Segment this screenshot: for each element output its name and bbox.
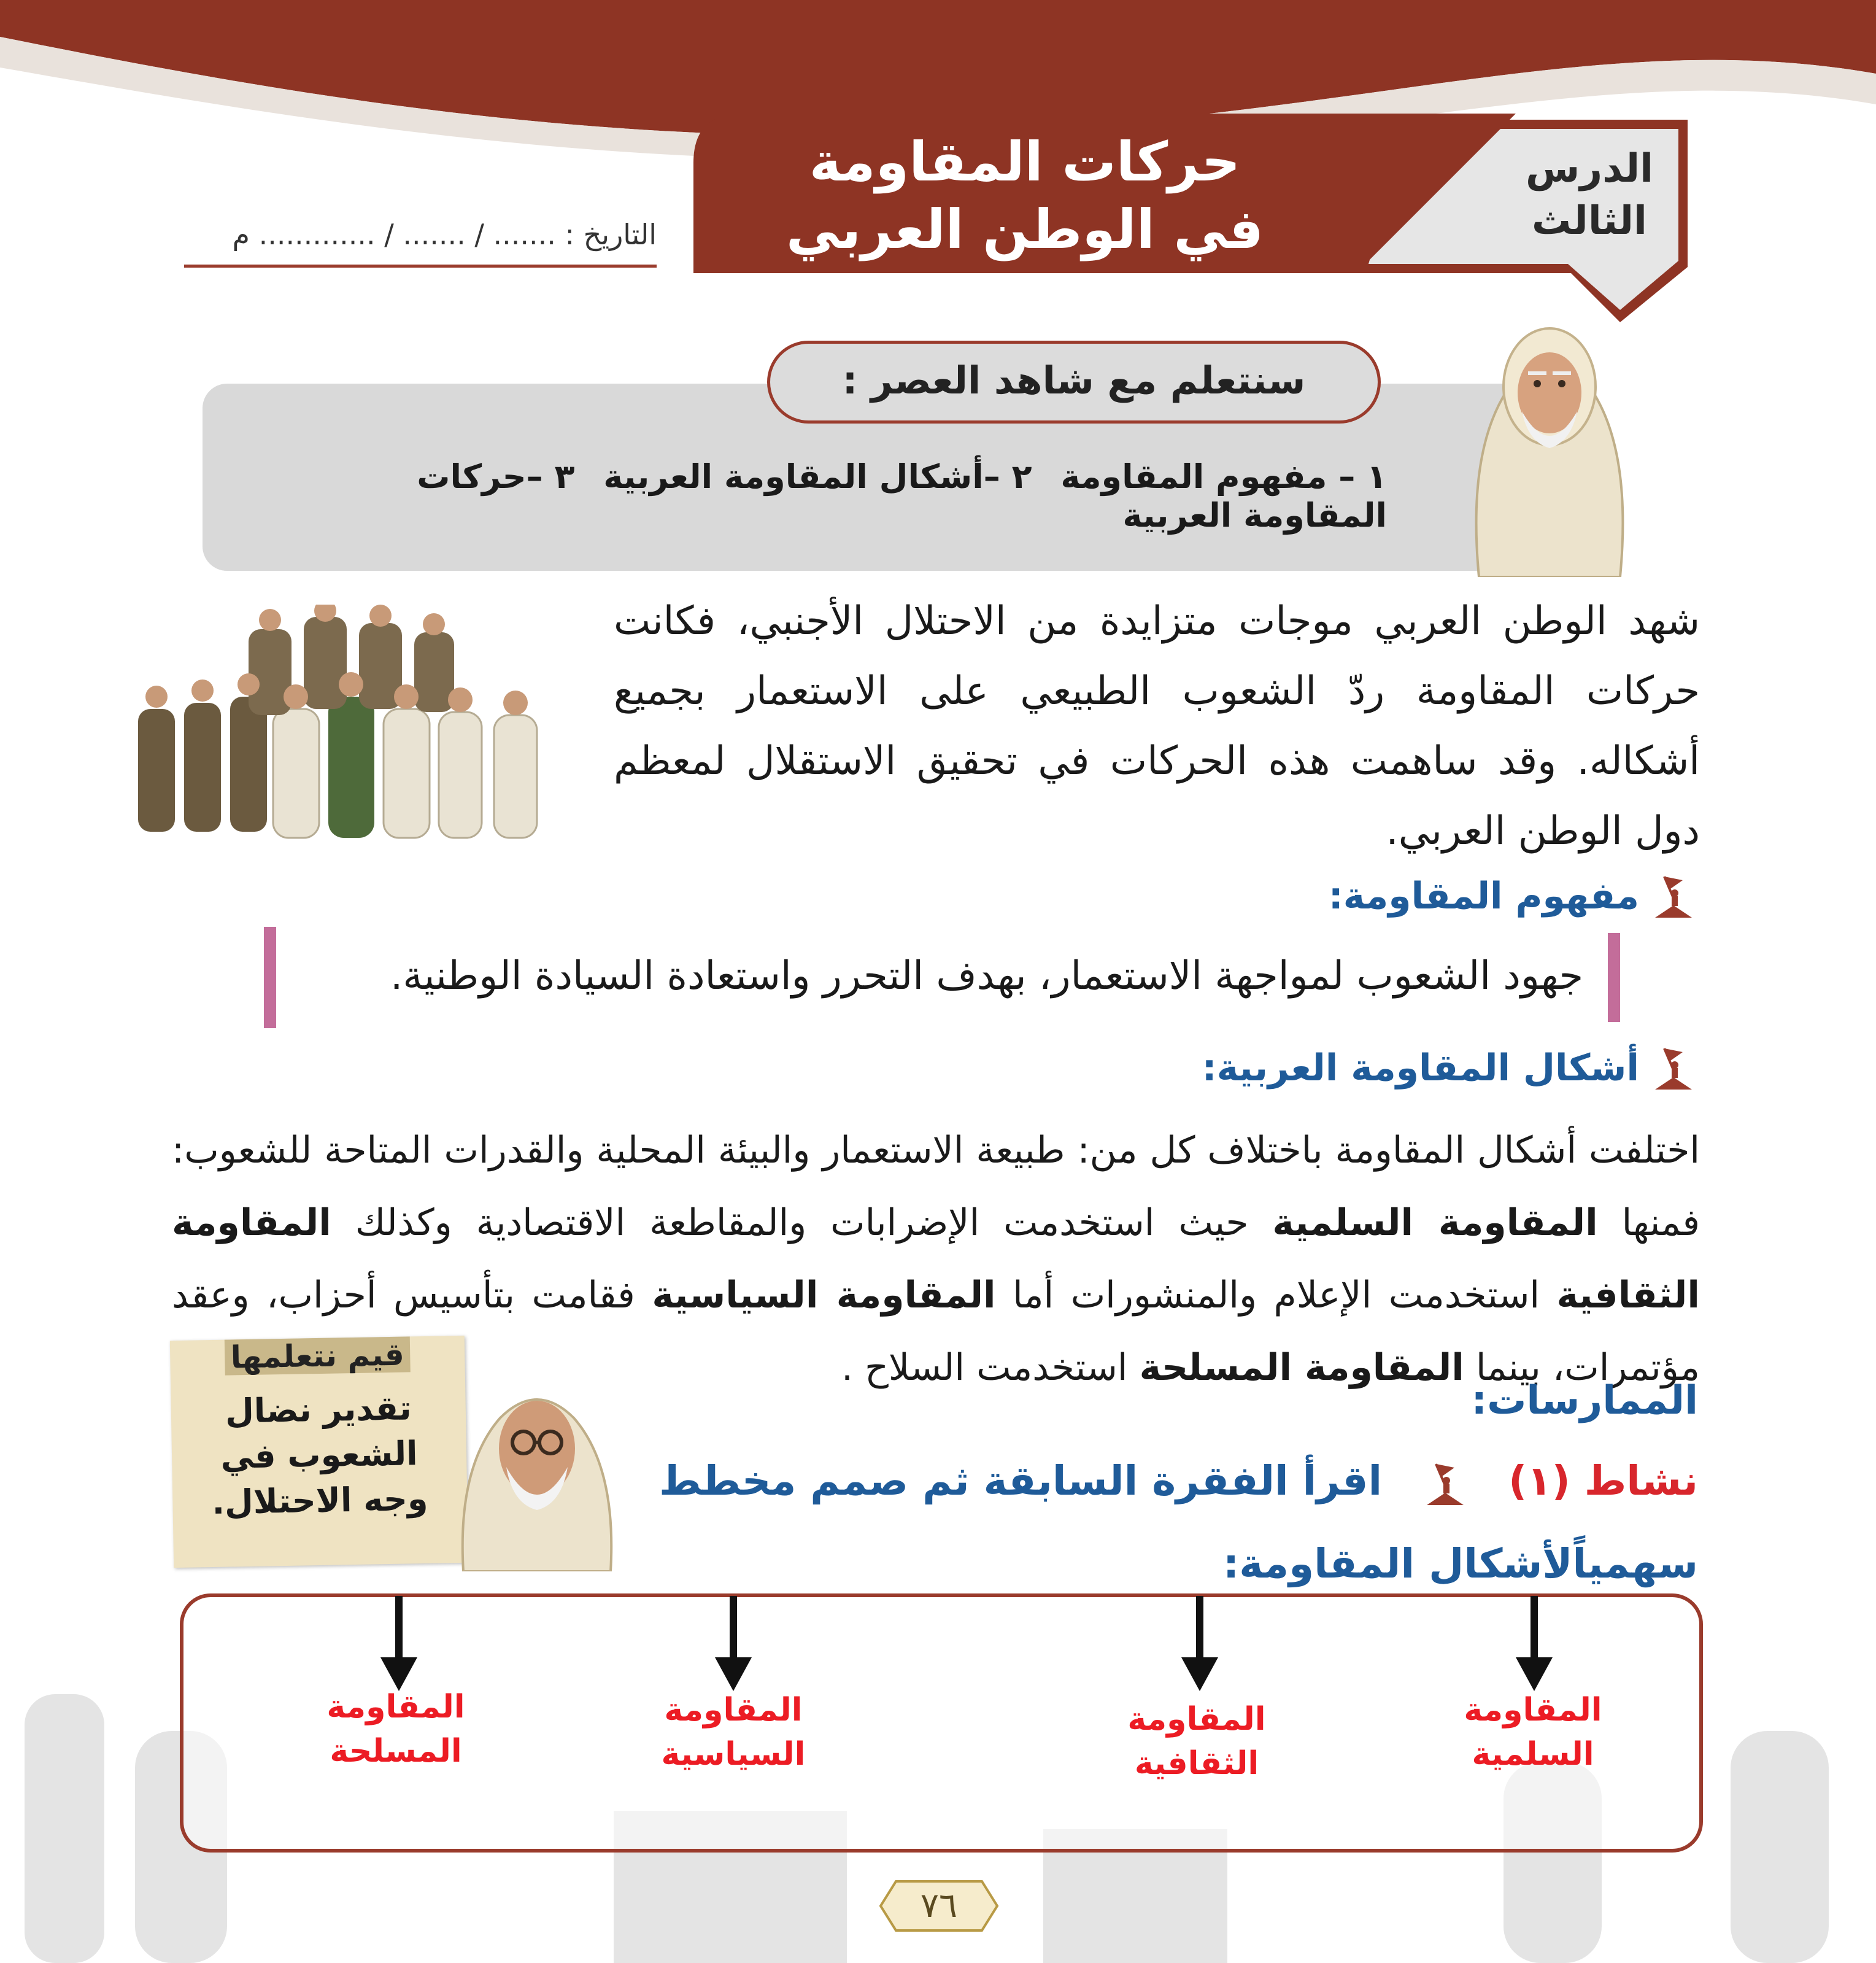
concept-definition-box xyxy=(264,927,1620,1028)
down-arrow-icon xyxy=(1175,1596,1224,1694)
forms-term-cultural: المقاومة الثقافية xyxy=(172,1201,1700,1317)
diagram-label-line: السلمية xyxy=(1472,1736,1594,1773)
title-line-2: في الوطن العربي xyxy=(786,198,1264,261)
diagram-label-line: الثقافية xyxy=(1134,1745,1259,1782)
elder-with-glasses-illustration xyxy=(457,1357,617,1571)
flag-bearer-icon xyxy=(1649,1043,1698,1093)
concept-heading-row xyxy=(1329,872,1698,921)
learning-objectives-heading: سنتعلم مع شاهد العصر : xyxy=(767,341,1381,424)
objective-item: ٢ –أشكال المقاومة العربية xyxy=(603,457,1032,496)
objective-item: ١ – مفهوم المقاومة xyxy=(1060,457,1387,496)
activity-row xyxy=(532,1439,1698,1605)
lesson-label: الدرس xyxy=(1525,146,1654,192)
title-line-1: حركات المقاومة xyxy=(809,130,1241,193)
page-number-badge xyxy=(878,1875,1000,1937)
definition-right-bar xyxy=(1608,933,1620,1022)
resistance-fighters-illustration xyxy=(126,605,583,847)
flag-bearer-icon xyxy=(1649,872,1698,921)
forms-text-part: حيث استخدمت الإضرابات والمقاطعة الاقتصادية وكذلك xyxy=(331,1201,1273,1244)
concept-definition: جهود الشعوب لمواجهة الاستعمار، بهدف التحرر واستعادة السيادة الوطنية. xyxy=(390,953,1583,999)
forms-term-political: المقاومة السياسية xyxy=(652,1274,996,1317)
forms-term-peaceful: المقاومة السلمية xyxy=(1272,1201,1598,1244)
forms-heading-row xyxy=(1202,1043,1698,1093)
diagram-label-political xyxy=(623,1688,844,1776)
down-arrow-icon xyxy=(374,1596,423,1694)
objective-item: ٣ –حركات المقاومة العربية xyxy=(417,457,1387,535)
elder-witness-illustration xyxy=(1454,295,1645,577)
page-number: ٧٦ xyxy=(920,1886,958,1926)
flag-bearer-icon xyxy=(1421,1459,1470,1508)
diagram-label-line: السياسية xyxy=(661,1736,806,1773)
concept-heading: مفهوم المقاومة: xyxy=(1328,875,1639,918)
diagram-label-armed xyxy=(285,1685,506,1773)
intro-paragraph: شهد الوطن العربي موجات متزايدة من الاحتلال الأجنبي، فكانت حركات المقاومة ردّ الشعوب الطبيعي على الاستعمار بجميع أشكاله. وقد ساهمت هذه الحركات في تحقيق الاستقلال لمعظم دول الوطن العربي. xyxy=(614,598,1700,854)
forms-text-part: اختلفت أشكال المقاومة باختلاف كل من: طبيعة الاستعمار والبيئة المحلية والقدرات المتاحة للشعوب: فمنها xyxy=(172,1129,1700,1244)
lesson-title-banner xyxy=(693,114,1553,279)
diagram-label-line: المقاومة xyxy=(1127,1701,1266,1738)
forms-text-part: استخدمت الإعلام والمنشورات أما xyxy=(995,1274,1557,1317)
activity-instruction: اقرأ الفقرة السابقة ثم صمم مخطط سهمياًلأشكال المقاومة: xyxy=(658,1457,1698,1587)
diagram-label-line: المقاومة xyxy=(664,1692,803,1729)
forms-text-part: استخدمت السلاح . xyxy=(841,1346,1140,1389)
forms-heading: أشكال المقاومة العربية: xyxy=(1202,1047,1639,1090)
learning-objectives-list xyxy=(270,457,1387,535)
values-note-card xyxy=(170,1336,468,1568)
definition-left-bar xyxy=(264,927,276,1028)
diagram-label-line: المقاومة xyxy=(326,1689,465,1725)
forms-term-armed: المقاومة المسلحة xyxy=(1139,1346,1464,1389)
diagram-label-peaceful xyxy=(1422,1688,1643,1776)
lesson-ordinal: الثالث xyxy=(1532,198,1647,244)
forms-text-part: فقامت بتأسيس أحزاب، وعقد مؤتمرات، بينما xyxy=(172,1274,1700,1389)
diagram-label-line: المسلحة xyxy=(330,1733,462,1770)
down-arrow-icon xyxy=(709,1596,758,1694)
values-note-heading-text: قيم نتعلمها xyxy=(224,1336,411,1375)
values-note-body: تقدير نضال الشعوب في وجه الاحتلال. xyxy=(211,1388,428,1522)
down-arrow-icon xyxy=(1510,1596,1559,1694)
activity-label: نشاط (١) xyxy=(1508,1457,1698,1504)
diagram-label-cultural xyxy=(1086,1697,1307,1786)
values-note-heading xyxy=(170,1336,465,1376)
date-field[interactable]: التاريخ : ....... / ....... / ............. م xyxy=(184,218,657,268)
practices-heading: الممارسات: xyxy=(1471,1378,1698,1423)
diagram-label-line: المقاومة xyxy=(1464,1692,1602,1729)
